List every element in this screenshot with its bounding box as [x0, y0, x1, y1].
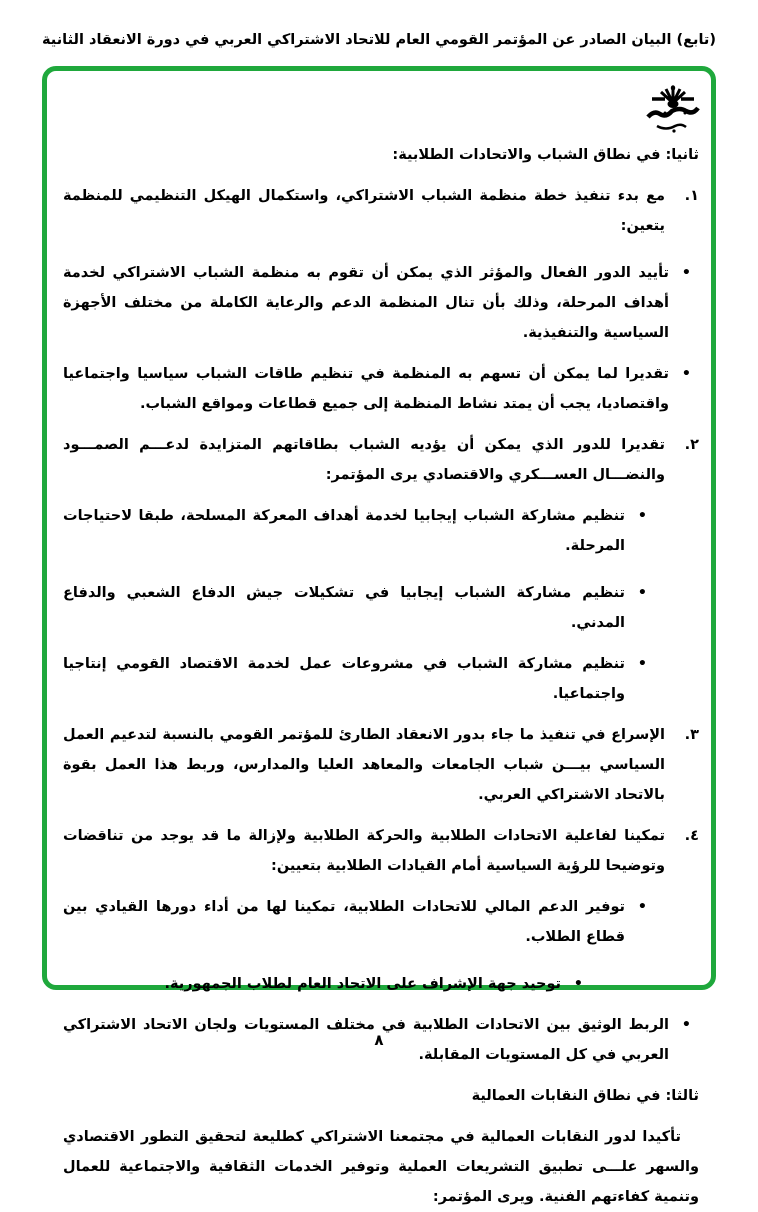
item-text: تمكينا لفاعلية الاتحادات الطلابية والحركة الطلابية ولإزالة ما قد يوجد من تناقضات وتوضيحا للرؤية السياسية أمام القيادات الطلابية بتعيين: — [63, 828, 665, 874]
bullet-text: تنظيم مشاركة الشباب في مشروعات عمل لخدمة الاقتصاد القومي إنتاجيا واجتماعيا. — [63, 656, 625, 702]
bullet-dot-icon — [625, 649, 647, 709]
bullet-text: تأييد الدور الفعال والمؤثر الذي يمكن أن تقوم به منظمة الشباب الاشتراكي لخدمة أهداف المرحلة، وذلك بأن تنال المنظمة الدعم والرعاية الكاملة من مختلف الأجهزة السياسية والتنفيذية. — [63, 265, 669, 341]
item-number: ٤. — [684, 828, 699, 844]
page-number: ٨ — [374, 1031, 384, 1049]
green-border-frame — [42, 66, 716, 1205]
section-heading-unions: ثالثا: في نطاق النقابات العمالية — [471, 1088, 699, 1104]
section-heading-youth: ثانيا: في نطاق الشباب والاتحادات الطلابية: — [392, 147, 699, 163]
item-text: الإسراع في تنفيذ ما جاء بدور الانعقاد الطارئ للمؤتمر القومي بالنسبة لتدعيم العمل السياسي بيـــن شباب الجامعات والمعاهد العليا والمدارس، وربط هذا العمل بقوة بالاتحاد الاشتراكي العربي. — [63, 727, 665, 803]
bullet-item — [63, 892, 699, 952]
numbered-item-2 — [63, 430, 699, 490]
item-number: ٣. — [684, 727, 699, 743]
bullet-dot-icon — [669, 359, 691, 419]
bullet-text: تنظيم مشاركة الشباب إيجابيا في تشكيلات جيش الدفاع الشعبي والدفاع المدني. — [63, 585, 625, 631]
bullet-item — [63, 969, 699, 999]
bullet-item — [63, 501, 699, 561]
bullet-text: تنظيم مشاركة الشباب إيجابيا لخدمة أهداف المعركة المسلحة، طبقا لاحتياجات المرحلة. — [63, 508, 625, 554]
bullet-text: توفير الدعم المالي للاتحادات الطلابية، تمكينا لها من أداء دورها القيادي بين قطاع الطلاب. — [63, 899, 625, 945]
item-text: مع بدء تنفيذ خطة منظمة الشباب الاشتراكي، واستكمال الهيكل التنظيمي للمنظمة يتعين: — [63, 188, 665, 234]
bullet-text: تقديرا لما يمكن أن تسهم به المنظمة في تنظيم طاقات الشباب سياسيا واجتماعيا واقتصاديا، يجب أن يمتد نشاط المنظمة إلى جميع قطاعات ومواقع الشباب. — [63, 366, 669, 412]
bullet-dot-icon — [625, 501, 647, 561]
bullet-dot-icon — [625, 578, 647, 638]
page-header-title: (تابع) البيان الصادر عن المؤتمر القومي العام للاتحاد الاشتراكي العربي في دورة الانعقاد الثانية — [42, 32, 716, 48]
bullet-item — [63, 359, 699, 419]
item-number: ٢. — [684, 437, 699, 453]
item-number: ١. — [684, 188, 699, 204]
bullet-dot-icon — [625, 892, 647, 952]
bullet-item — [63, 578, 699, 638]
bullet-text: توحيد جهة الإشراف على الاتحاد العام لطلاب الجمهورية. — [164, 976, 561, 992]
numbered-item-3 — [63, 720, 699, 810]
bullet-dot-icon — [561, 969, 583, 999]
bullet-item — [63, 258, 699, 348]
numbered-item-1 — [63, 181, 699, 241]
unions-paragraph: تأكيدا لدور النقابات العمالية في مجتمعنا الاشتراكي كطليعة لتحقيق التطور الاقتصادي والسهر علـــى تطبيق التشريعات العملية وتوفير الخدمات الثقافية والاجتماعية للعمال وتنمية كفاءتهم الفنية. ويرى المؤتمر: — [63, 1129, 699, 1205]
numbered-item-4 — [63, 821, 699, 881]
bullet-text: الربط الوثيق بين الاتحادات الطلابية في مختلف المستويات ولجان الاتحاد الاشتراكي العربي في كل المستويات المقابلة. — [63, 1017, 669, 1063]
item-text: تقديرا للدور الذي يمكن أن يؤديه الشباب بطاقاتهم المتزايدة لدعـــم الصمـــود والنضـــال العســـكري والاقتصادي يرى المؤتمر: — [63, 437, 665, 483]
document-body — [47, 71, 711, 1205]
bullet-dot-icon — [669, 258, 691, 348]
bullet-item — [63, 649, 699, 709]
